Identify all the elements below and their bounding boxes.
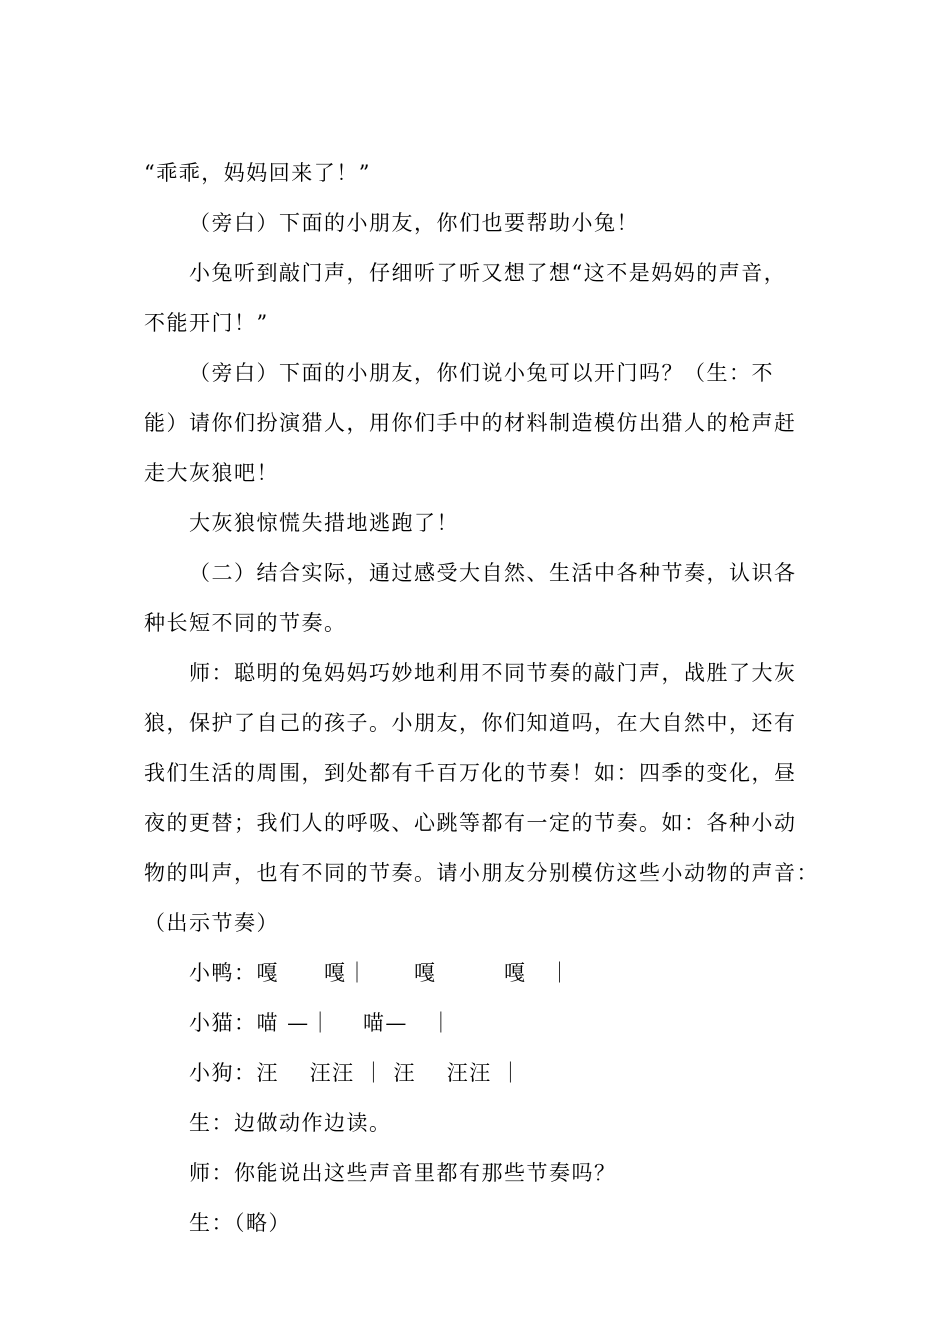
paragraph-line: （旁白）下面的小朋友，你们说小兔可以开门吗？（生：不: [189, 361, 774, 385]
paragraph-line: （二）结合实际，通过感受大自然、生活中各种节奏，认识各: [189, 561, 797, 585]
document-body: [144, 148, 819, 1248]
paragraph-line: 夜的更替；我们人的呼吸、心跳等都有一定的节奏。如：各种小动: [144, 811, 797, 835]
paragraph-line: 生：边做动作边读。: [189, 1111, 392, 1135]
rhythm-cat: 小猫：喵 —｜ 喵— ｜: [189, 1011, 453, 1035]
paragraph-line: 能）请你们扮演猎人，用你们手中的材料制造模仿出猎人的枪声赶: [144, 411, 797, 435]
rhythm-dog: 小狗：汪 汪汪 ｜ 汪 汪汪 ｜: [189, 1061, 523, 1085]
paragraph-line: 物的叫声，也有不同的节奏。请小朋友分别模仿这些小动物的声音：: [144, 861, 819, 885]
paragraph-line: （出示节奏）: [144, 911, 279, 935]
paragraph-line: 大灰狼惊慌失措地逃跑了！: [189, 511, 459, 535]
paragraph-line: 不能开门！”: [144, 311, 269, 335]
rhythm-duck: 小鸭：嘎 嘎｜ 嘎 嘎 ｜: [189, 961, 572, 985]
paragraph-line: 师：你能说出这些声音里都有那些节奏吗？: [189, 1161, 617, 1185]
paragraph-line: 师：聪明的兔妈妈巧妙地利用不同节奏的敲门声，战胜了大灰: [189, 661, 797, 685]
paragraph-line: 生：（略）: [189, 1211, 291, 1235]
paragraph-line: 我们生活的周围，到处都有千百万化的节奏！如：四季的变化，昼: [144, 761, 797, 785]
paragraph-line: 狼，保护了自己的孩子。小朋友，你们知道吗，在大自然中，还有: [144, 711, 797, 735]
paragraph-line: （旁白）下面的小朋友，你们也要帮助小兔！: [189, 211, 639, 235]
paragraph-line: 小兔听到敲门声，仔细听了听又想了想“这不是妈妈的声音，: [189, 261, 787, 285]
paragraph-line: “乖乖，妈妈回来了！”: [144, 161, 371, 185]
paragraph-line: 走大灰狼吧！: [144, 461, 279, 485]
paragraph-line: 种长短不同的节奏。: [144, 611, 347, 635]
